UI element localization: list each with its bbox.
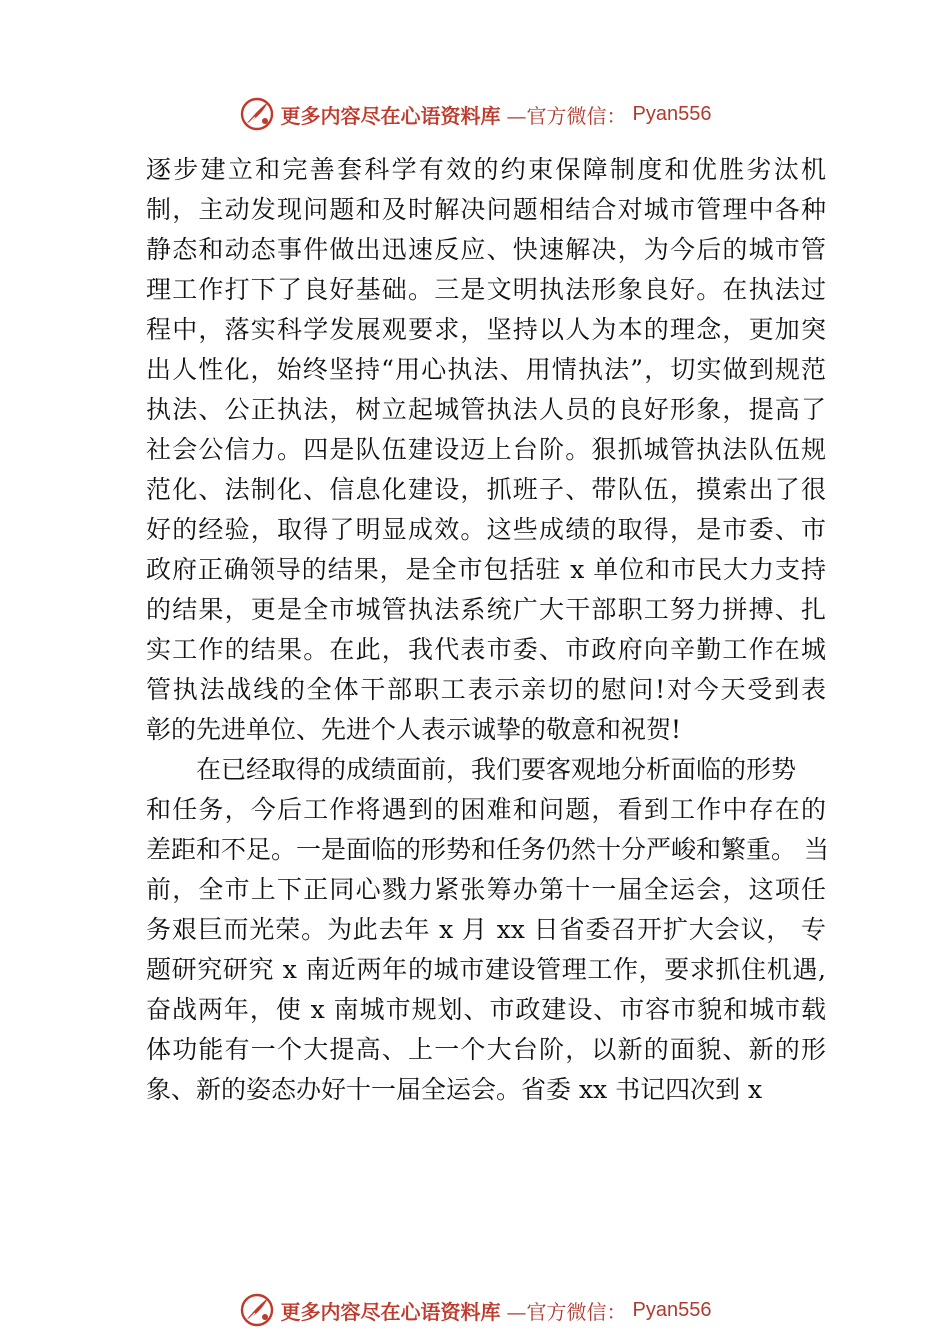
text-line: 体功能有一个大提高、上一个大台阶，以新的面貌、新的形	[146, 1035, 826, 1064]
banner-wechat-id: Pyan556	[632, 102, 712, 125]
text-line: 逐步建立和完善套科学有效的约束保障制度和优胜劣汰机	[146, 155, 826, 184]
text-line: 的结果，更是全市城管执法系统广大干部职工努力拼搏、扎	[146, 595, 826, 624]
paragraph-2	[146, 750, 829, 1110]
text-line: 程中，落实科学发展观要求，坚持以人为本的理念，更加突	[146, 315, 826, 344]
text-line: 静态和动态事件做出迅速反应、快速解决，为今后的城市管	[146, 235, 826, 264]
banner-wechat-id: Pyan556	[632, 1298, 712, 1321]
banner-wechat-label: —官方微信：	[506, 1299, 627, 1324]
text-line: 在已经取得的成绩面前，我们要客观地分析面临的形势	[196, 755, 797, 784]
header-banner	[0, 92, 950, 136]
banner-inner	[239, 1292, 712, 1328]
banner-brand-text: 更多内容尽在心语资料库	[280, 103, 501, 128]
banner-inner	[239, 96, 712, 132]
text-line: 执法、公正执法，树立起城管执法人员的良好形象，提高了	[146, 395, 826, 424]
text-line: 实工作的结果。在此，我代表市委、市政府向辛勤工作在城	[146, 635, 826, 664]
text-line: 管执法战线的全体干部职工表示亲切的慰问!对今天受到表	[146, 675, 826, 704]
text-line: 彰的先进单位、先进个人表示诚挚的敬意和祝贺!	[146, 715, 682, 744]
text-line: 理工作打下了良好基础。三是文明执法形象良好。在执法过	[146, 275, 826, 304]
text-line: 象、新的姿态办好十一届全运会。省委 xx 书记四次到 x	[146, 1075, 763, 1104]
text-line: 差距和不足。一是面临的形势和任务仍然十分严峻和繁重。 当	[146, 835, 829, 864]
text-line: 制，主动发现问题和及时解决问题相结合对城市管理中各种	[146, 195, 826, 224]
text-line: 和任务，今后工作将遇到的困难和问题，看到工作中存在的	[146, 795, 826, 824]
quill-logo-icon	[239, 96, 275, 132]
text-line: 政府正确领导的结果，是全市包括驻 x 单位和市民大力支持	[146, 555, 826, 584]
text-line: 务艰巨而光荣。为此去年 x 月 xx 日省委召开扩大会议， 专	[146, 915, 826, 944]
banner-brand-text: 更多内容尽在心语资料库	[280, 1299, 501, 1324]
text-line: 出人性化，始终坚持“用心执法、用情执法”，切实做到规范	[146, 355, 826, 384]
text-line: 社会公信力。四是队伍建设迈上台阶。狠抓城管执法队伍规	[146, 435, 826, 464]
document-body	[146, 150, 829, 1110]
text-line: 前，全市上下正同心戮力紧张筹办第十一届全运会，这项任	[146, 875, 826, 904]
text-line: 奋战两年，使 x 南城市规划、市政建设、市容市貌和城市载	[146, 995, 826, 1024]
text-line: 范化、法制化、信息化建设，抓班子、带队伍，摸索出了很	[146, 475, 826, 504]
text-line: 好的经验，取得了明显成效。这些成绩的取得，是市委、市	[146, 515, 826, 544]
banner-wechat-label: —官方微信：	[506, 103, 627, 128]
quill-logo-icon	[239, 1292, 275, 1328]
paragraph-1	[146, 150, 826, 750]
footer-banner	[0, 1288, 950, 1332]
text-line: 题研究研究 x 南近两年的城市建设管理工作，要求抓住机遇,	[146, 955, 826, 984]
